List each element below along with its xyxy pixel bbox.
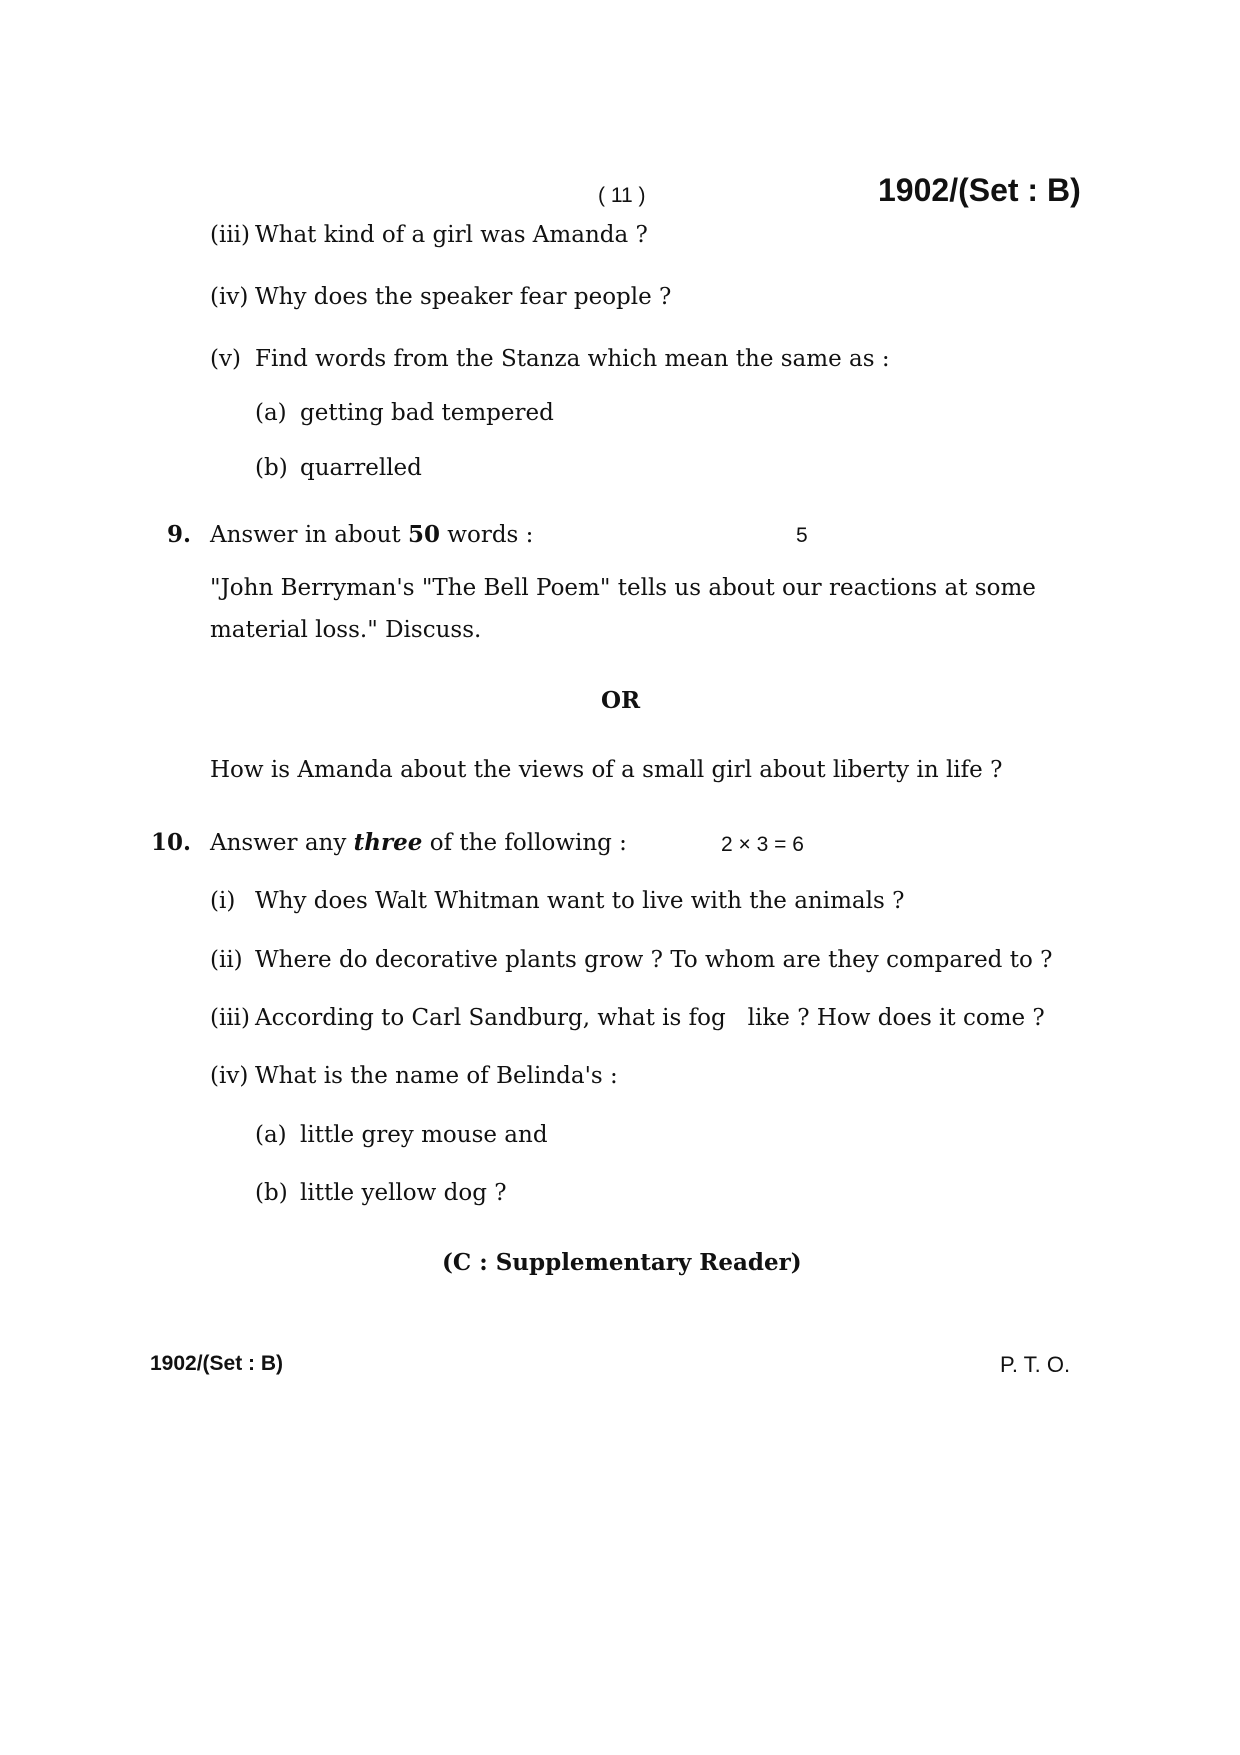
- q10-iv-a-num: (a): [255, 1122, 287, 1148]
- q9-marks: 5: [796, 524, 808, 547]
- q9-prompt-before: Answer in about: [210, 522, 408, 548]
- q9-alt-question: How is Amanda about the views of a small girl about liberty in life ?: [210, 757, 1003, 783]
- q10-i-text: Why does Walt Whitman want to live with the animals ?: [255, 888, 905, 914]
- q10-prompt-after: of the following :: [422, 830, 627, 856]
- q9-question-line1: "John Berryman's "The Bell Poem" tells us about our reactions at some: [210, 575, 1036, 601]
- q10-ii-num: (ii): [210, 947, 243, 973]
- q8-v-a-text: getting bad tempered: [300, 400, 554, 426]
- q9-question-line2: material loss." Discuss.: [210, 617, 482, 643]
- or-label: OR: [601, 687, 641, 714]
- q10-iv-b-num: (b): [255, 1180, 288, 1206]
- q10-iii-text: According to Carl Sandburg, what is fog like ? How does it come ?: [255, 1005, 1045, 1031]
- q8-iv-num: (iv): [210, 284, 249, 310]
- q10-iv-b-text: little yellow dog ?: [300, 1180, 507, 1206]
- q8-v-b-num: (b): [255, 455, 288, 481]
- q9-prompt: [210, 521, 533, 548]
- paper-code-header: 1902/(Set : B): [878, 172, 1081, 208]
- q9-word-count: 50: [407, 521, 440, 548]
- q10-prompt: [210, 829, 627, 856]
- q10-count-word: three: [353, 829, 423, 856]
- q10-number: 10.: [151, 829, 192, 856]
- q10-i-num: (i): [210, 888, 236, 914]
- q10-iii-num: (iii): [210, 1005, 251, 1031]
- q10-iv-num: (iv): [210, 1063, 249, 1089]
- q8-v-text: Find words from the Stanza which mean the same as :: [255, 346, 890, 372]
- q10-iv-text: What is the name of Belinda's :: [255, 1063, 618, 1089]
- q8-v-a-num: (a): [255, 400, 287, 426]
- q10-prompt-before: Answer any: [210, 830, 354, 856]
- section-heading: (C : Supplementary Reader): [442, 1249, 802, 1276]
- q10-iv-a-text: little grey mouse and: [300, 1122, 548, 1148]
- q9-number: 9.: [167, 521, 192, 548]
- q8-v-b-text: quarrelled: [300, 455, 422, 481]
- q8-iii-num: (iii): [210, 222, 251, 248]
- page-number: ( 11 ): [598, 184, 646, 207]
- q8-iii-text: What kind of a girl was Amanda ?: [255, 222, 648, 248]
- q9-prompt-after: words :: [439, 522, 534, 548]
- q8-v-num: (v): [210, 346, 241, 372]
- q10-marks: 2 × 3 = 6: [721, 833, 804, 856]
- pto-label: P. T. O.: [1000, 1352, 1071, 1377]
- paper-code-footer: 1902/(Set : B): [150, 1352, 284, 1375]
- q8-iv-text: Why does the speaker fear people ?: [255, 284, 672, 310]
- q10-ii-text: Where do decorative plants grow ? To whom are they compared to ?: [255, 947, 1053, 973]
